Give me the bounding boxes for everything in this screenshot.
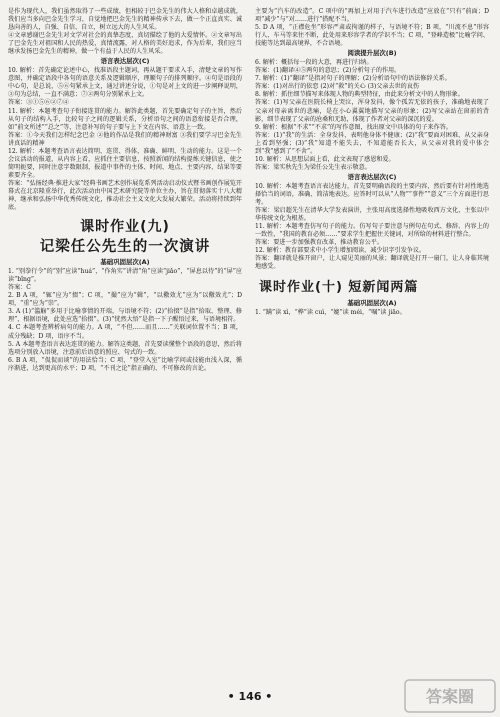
answer-paragraph: 6. B A 项，“侃侃而谈”的用法恰当；C 项，“登堂入室”比喻学问或技能由浅入深，循序渐进，达到更高的水平；D 项，“不刊之论”指正确的、不可修改的言论。 xyxy=(8,356,242,372)
answer-paragraph: 10. 解析：本题考查语言表达能力，首先要明确语段的主要内容，然后要有针对性地选择恰当的词语，准确、简洁地表达。应答时可以从“人物”“事件”“意义”三个方面进行思考。 xyxy=(255,182,489,206)
answer-paragraph: 主要为“汽车的改造”。C 项中的“再加上对用于汽车进行改造”应放在“只有”前面；D 项“减少”与“对……进行”搭配不当。 xyxy=(255,8,489,24)
answer-paragraph: 3. A (1)“滥觞”多用于比喻事情的开端，与语境不符；(2)“拾掇”是指“拾取、整理、修理”，根据语境，此处应选“拾掇”。(3)“恍然大悟”是指一下子醒悟过来，与语境相符。 xyxy=(8,308,242,324)
answer-paragraph: 答案：(1)“我”的生活：全身发抖，表明他身体不健康；(2)“我”要面对困难，从父亲身上看到坚强；(3)“我”知道不能失去，不知道能否长大，从父亲对我的爱中体会到“我”感到了“不舍”。 xyxy=(255,131,489,155)
answer-paragraph: 答案：(1)对出行的依恋 (2)对“救”的关心 (3)父亲去世的哀伤 xyxy=(255,83,419,91)
answer-paragraph: 是作为现代人，我们虽然取得了一些成绩，但相较于巴金先生的伟大人格和卓越成就，我们应当多向巴金先生学习，自觉地把巴金先生的精神传承下去，做一个正直真实、诚恳向善的人，自强、自信、自立，树立远大的人生风采。 xyxy=(8,8,242,32)
answer-paragraph: 1. “别拳行令”的“别”应读“huá”，“作角实”讲清“角”应读“jiǎo”，“屏息以待”的“屏”应读“bǐng”。 xyxy=(8,268,242,284)
answer-paragraph: 12. 解析：教育部要求中小学生增加阅读，减少识字引发争议。 xyxy=(255,247,426,255)
answer-paragraph: 12. 解析：本题考查语言表达简明、连贯、得体，准确、鲜明、生动的能力。这是一个会议活动的报道，从内容上看，应抓住主要信息，按照新闻的结构提炼关键信息，使之简明扼要，同时注意字数限制，报道中事件的主体、时间、地点、主要内容、结果等要素要齐全。 xyxy=(8,147,242,179)
answer-paragraph: 9. 解析：根据“不求”“不求”的写作意图，找出原文中具体的句子来作答。 xyxy=(255,123,452,131)
answer-paragraph: 6. 解析：概括每一段的大意，再进行归纳。 xyxy=(255,59,373,67)
section-heading: 语言表达层次(C) xyxy=(347,172,397,181)
section-heading: 阅读提升层次(B) xyxy=(347,49,397,58)
answer-paragraph: 5. A 本题考查语言表达连贯的能力。解答这类题，首先要读懂整个语段的意思，然后将选项分别放入语境，注意前后语意的照应、句式的一致。 xyxy=(8,340,242,356)
answer-paragraph: 7. 解析：(1)“翻译”是指对句子的理解；(2)分析语句中的语法修辞关系。 xyxy=(255,75,451,83)
section-heading: 基础巩固层次(A) xyxy=(347,299,397,308)
section-heading: 语言表达层次(C) xyxy=(100,57,150,66)
lesson-title: 课时作业(十) 短新闻两篇 xyxy=(259,280,419,296)
answer-paragraph: ④文章感谢巴金先生对文学对社会的真挚态度，真切描绘了他的大爱情怀。②文章写出了巴金先生对祖国和人民的热爱，真情流露，对人格的美好追求，作为后辈，我们应当继承发扬巴金先生的精神，做一个有益于人民的人生风采。 xyxy=(8,32,242,56)
svg-text:答案圈: 答案圈 xyxy=(425,687,475,706)
answer-paragraph: 答案：③①⑤⑥②⑦④ xyxy=(8,99,69,107)
answer-paragraph: 10. 解析：首先确定论述中心，找准语段主题词，再从题干要求入手，清楚文章的写作意图，并确定语段中各句的语意关系及逻辑顺序，理顺句子的排列顺序。④句是语段的中心句，是总说，⑤⑥句紧承上文，通过讲述分说，①句是对上文的进一步阐释说明，③句为总结，一直不满意；⑦②两句分别紧承上文。 xyxy=(8,67,242,99)
answer-paragraph: 答案：C xyxy=(8,284,31,292)
answer-paragraph: 8. 解析：抓住细节描写来体现人物的典型特征，由此来分析文中的人物形象。 xyxy=(255,91,464,99)
answer-paragraph: 答案：“弘扬经典·推进大家”经典书画艺术创作展览系列活动启动仪式暨书画创作展览开幕式在北京隆重举行，此次活动由中国艺术研究院等单位主办，旨在贯彻落实十八大精神，继承和弘扬中华优秀传统文化，推动社会主义文化大发展大繁荣。活动将持续到年底。 xyxy=(8,179,242,212)
answer-paragraph: 答案：梁启超先生在清华大学发表演讲，主张用高度选择性地吸收西方文化，主张以中华传统文化为根基。 xyxy=(255,207,489,223)
answer-paragraph: 答案：(1)翻译④⑤两句的意思；(2)分析句子的作用。 xyxy=(255,67,401,75)
right-column xyxy=(255,8,489,317)
lesson-subtitle: 记梁任公先生的一次演讲 xyxy=(39,239,211,256)
answer-paragraph: 答案：①今天我们怎样纪念巴金 ②他的作品是我们的精神财富 ③我们要学习巴金先生讲真话的精神 xyxy=(8,131,242,147)
answer-paragraph: 1. “蹒”读 xì，“桦”读 cuì，“媲”读 méi，“嘱”读 jiāo。 xyxy=(255,309,406,317)
section-heading: 基础巩固层次(A) xyxy=(100,258,150,267)
answer-paragraph: 11. 解析：本题考查句子衔接连贯的能力。解答此类题，首先要确定句子的主旨，然后从句子的结构入手，比较句子之间的逻辑关系，分析语句之间的语意衔接是否合理，如“前文所述”“总之”等，注意补写的句子要与上下文在内容、语意上一致。 xyxy=(8,107,242,131)
left-column xyxy=(8,8,242,373)
answer-paragraph: 答案：(1)写父亲在医院长椅上哭泣，浑身发抖，像个孤苦无依的孩子，准确地表现了父亲对母亲离世的悲痛，是在小心翼翼地描写父亲的形象；(2)写父亲站在窗前的背影，细节表现了父亲的沧桑和无助，体现了作者对父亲的深沉的爱。 xyxy=(255,99,489,123)
answer-paragraph: 答案：要进一步加强教育改革，推动教育公平。 xyxy=(255,239,383,247)
lesson-title: 课时作业(九) xyxy=(80,219,170,236)
answer-paragraph: 2. B A 项，“辄”应为“掇”；C 项，“撮”应为“辑”，“以儆效尤”应为“以儆效尤”；D 项，“重”应为“崇”。 xyxy=(8,292,242,308)
answer-paragraph: 答案：翻译就是推开窗户，让人窥见美丽的风景；翻译就是打开一扇门，让人身临其境地感受。 xyxy=(255,255,489,271)
answer-paragraph: 11. 解析：本题考查仿写句子的能力。仿写句子要注意与例句在句式、修辞、内容上的一致性，“我国的教育必须……”要求学生把握住关键词，对所给的材料进行整合。 xyxy=(255,223,489,239)
answer-paragraph: 答案：梁实秋先生为梁任公先生表示敬意。 xyxy=(255,163,371,171)
answer-paragraph: 5. D A 项，“正襟危坐”形容严肃或拘谨的样子，与语境不符；B 项，“川流不息”形容行人、车马等来往不断，此处用来形容学者的学识不当；C 项，“登峰造极”比喻学问、技能等达到最高境界，不合语境。 xyxy=(255,24,489,48)
watermark-logo xyxy=(404,679,496,713)
answer-paragraph: 10. 解析：从思想层面上看，此文表现了感恩和爱。 xyxy=(255,155,395,163)
page-number: • 146 • xyxy=(227,690,273,703)
answer-paragraph: 4. C 本题考查辨析病句的能力。A 项，“不但……而且……”关联词位置不当；B 项，成分残缺；D 项，语序不当。 xyxy=(8,324,242,340)
